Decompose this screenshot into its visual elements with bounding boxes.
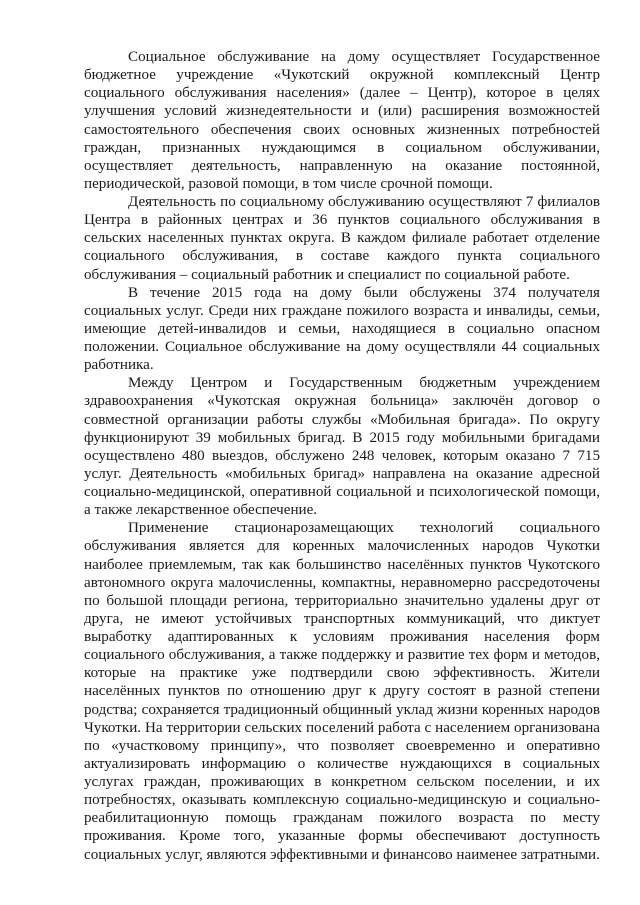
- paragraph-home-service: Социальное обслуживание на дому осуществляет Государственное бюджетное учреждение «Чукотский окружной комплексный Центр социального обслуживания населения» (далее – Центр), которое в целях улучшения условий жизнедеятельности и (или) расширения возможностей самостоятельного обеспечения своих основных жизненных потребностей граждан, признанных нуждающимся в социальном обслуживании, осуществляет деятельность, направленную на оказание постоянной, периодической, разовой помощи, в том числе срочной помощи.: [84, 49, 600, 192]
- paragraph-inpatient-substitute-technologies: Применение стационарозамещающих технологий социального обслуживания является для коренных малочисленных народов Чукотки наиболее приемлемым, так как большинство населённых пунктов Чукотского автономного округа малочисленны, компактны, неравномерно рассредоточены по большой площади региона, территориально значительно удалены друг от друга, не имеют устойчивых транспортных коммуникаций, что диктует выработку адаптированных к условиям проживания населения форм социального обслуживания, а также поддержку и развитие тех форм и методов, которые на практике уже подтвердили свою эффективность. Жители населённых пунктов по отношению друг к другу состоят в разной степени родства; сохраняется традиционный общинный уклад жизни коренных народов Чукотки. На территории сельских поселений работа с населением организована по «участковому принципу», что позволяет своевременно и оперативно актуализировать информацию о количестве нуждающихся в социальных услугах граждан, проживающих в конкретном сельском поселении, и их потребностях, оказывать комплексную социально-медицинскую и социально-реабилитационную помощь гражданам пожилого возраста по месту проживания. Кроме того, указанные формы обеспечивают доступность социальных услуг, являются эффективными и финансово наименее затратными.: [84, 520, 600, 863]
- paragraph-2015-recipients: В течение 2015 года на дому были обслужены 374 получателя социальных услуг. Среди них граждане пожилого возраста и инвалиды, семьи, имеющие детей-инвалидов и семьи, находящиеся в социально опасном положении. Социальное обслуживание на дому осуществляли 44 социальных работника.: [84, 284, 600, 374]
- paragraph-mobile-brigade: Между Центром и Государственным бюджетным учреждением здравоохранения «Чукотская окружная больница» заключён договор о совместной организации работы службы «Мобильная бригада». По округу функционируют 39 мобильных бригад. В 2015 году мобильными бригадами осуществлено 480 выездов, обслужено 248 человек, которым оказано 7 715 услуг. Деятельность «мобильных бригад» направлена на оказание адресной социально-медицинской, оперативной социальной и психологической помощи, а также лекарственное обеспечение.: [84, 375, 600, 519]
- paragraph-branches: Деятельность по социальному обслуживанию осуществляют 7 филиалов Центра в районных центрах и 36 пунктов социального обслуживания в сельских населенных пунктах округа. В каждом филиале работает отделение социального обслуживания, в составе каждого пункта социального обслуживания – социальный работник и специалист по социальной работе.: [84, 194, 600, 283]
- document-page: [84, 48, 600, 864]
